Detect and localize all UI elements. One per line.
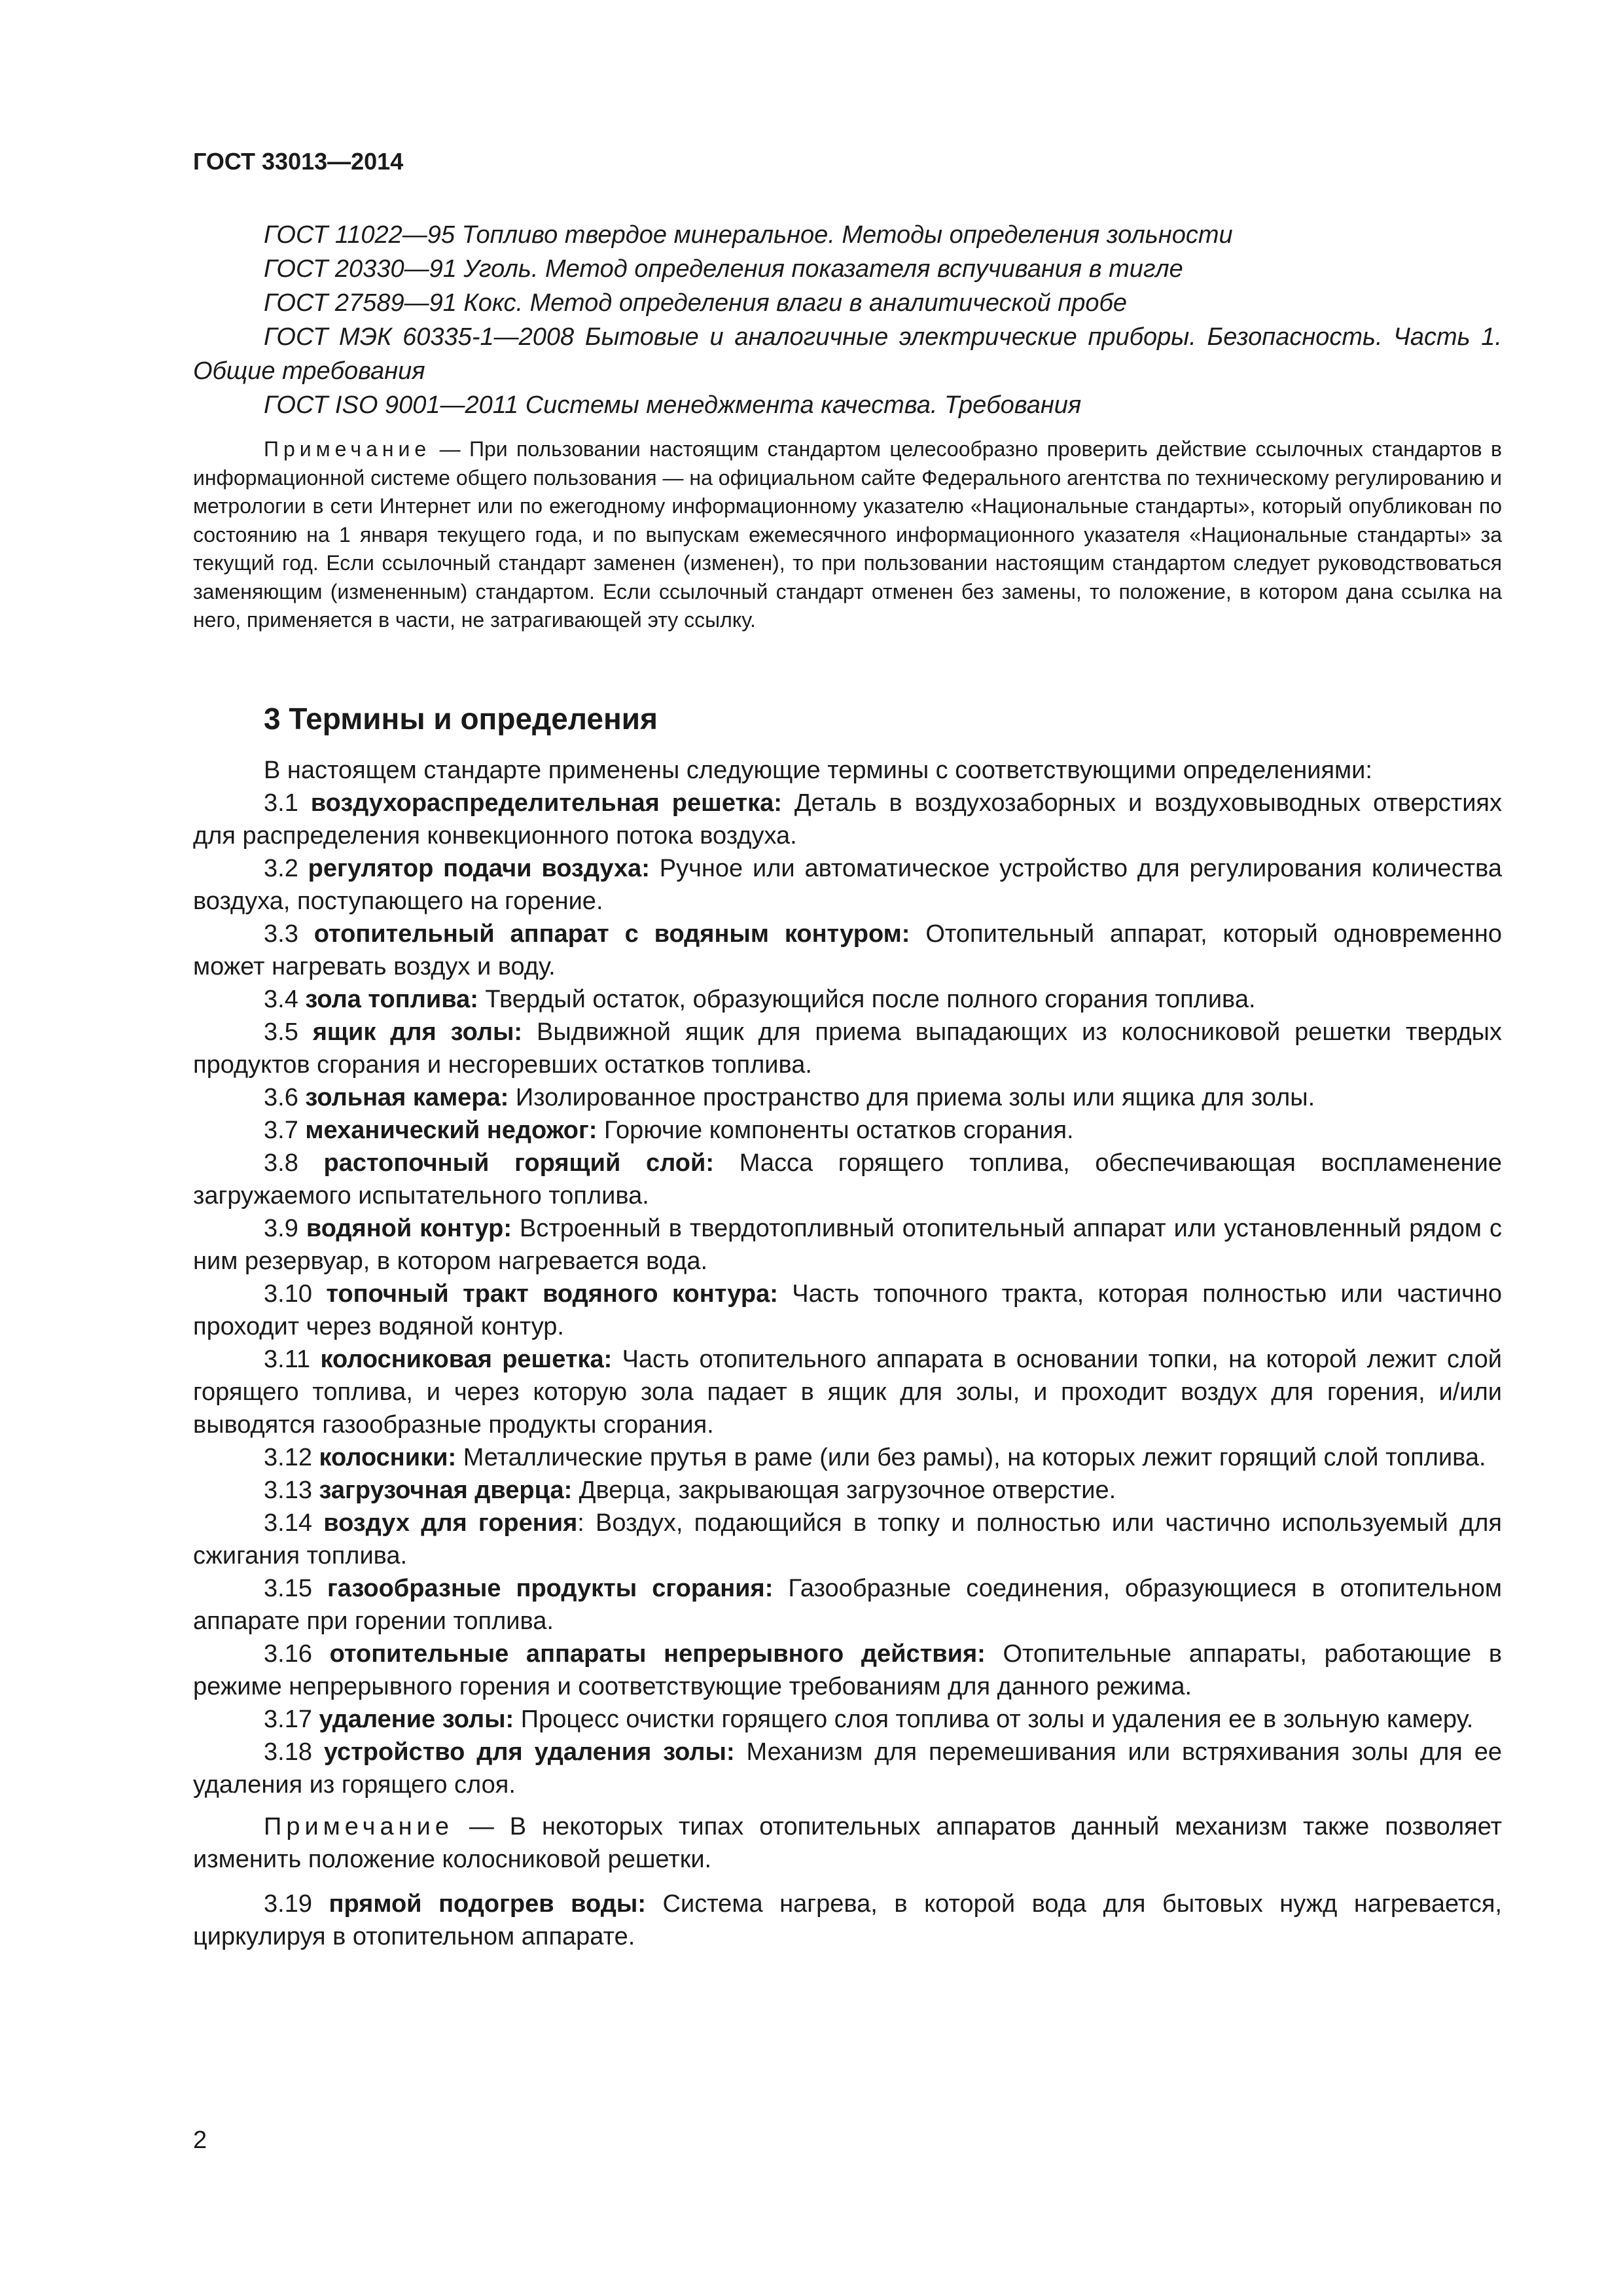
term-definition: Изолированное пространство для приема золы или ящика для золы. (508, 1083, 1315, 1111)
term-definition: Выдвижной ящик для приема выпадающих из колосниковой решетки твердых продуктов сгорания и несгоревших остатков топлива. (193, 1018, 1502, 1079)
term-name: зола топлива: (305, 985, 478, 1013)
term-number: 3.7 (264, 1116, 306, 1144)
references-note (193, 435, 1502, 635)
term-definition: Отопительный аппарат, который одновременно может нагревать воздух и воду. (193, 920, 1502, 980)
term-entry (193, 1703, 1502, 1736)
term-definition: Встроенный в твердотопливный отопительный аппарат или установленный рядом с ним резервуар, в котором нагревается вода. (193, 1214, 1503, 1275)
term-name: загрузочная дверца: (319, 1476, 573, 1504)
term-definition: Твердый остаток, образующийся после полного сгорания топлива. (478, 985, 1256, 1013)
term-definition: Часть отопительного аппарата в основании топки, на которой лежит слой горящего топлива, и через которую зола падает в ящик для золы, и проходит воздух для горения, и/или выводятся газообразные продукты сгорания. (193, 1345, 1502, 1439)
term-entry (193, 1343, 1502, 1441)
page-number: 2 (193, 2126, 207, 2154)
document-page (193, 147, 1502, 1953)
term-number: 3.8 (264, 1149, 324, 1177)
term-entry (193, 1016, 1502, 1081)
reference-item: ГОСТ ISO 9001—2011 Системы менеджмента качества. Требования (264, 391, 1082, 419)
term-name: газообразные продукты сгорания: (327, 1574, 774, 1602)
normative-references-list (193, 218, 1502, 422)
reference-item: ГОСТ 20330—91 Уголь. Метод определения показателя вспучивания в тигле (264, 255, 1183, 283)
term-name: удаление золы: (319, 1705, 514, 1733)
term-definition: Деталь в воздухозаборных и воздуховыводных отверстиях для распределения конвекционного потока воздуха. (193, 789, 1503, 850)
term-definition: Горючие компоненты остатков сгорания. (597, 1116, 1074, 1144)
term-number: 3.9 (264, 1214, 306, 1242)
term-number: 3.3 (264, 920, 314, 948)
document-id-header: ГОСТ 33013—2014 (193, 148, 404, 175)
term-entry (193, 852, 1502, 918)
term-name: регулятор подачи воздуха: (308, 854, 650, 882)
term-number: 3.14 (264, 1509, 324, 1537)
term-number: 3.19 (264, 1890, 329, 1918)
section-intro: В настоящем стандарте применены следующие термины с соответствующими определениями: (264, 756, 1372, 784)
term-number: 3.5 (264, 1018, 313, 1046)
term-number: 3.12 (264, 1443, 319, 1471)
term-number: 3.2 (264, 854, 308, 882)
term-definition: Металлические прутья в раме (или без рамы), на которых лежит горящий слой топлива. (456, 1443, 1486, 1471)
term-name: отопительный аппарат с водяным контуром: (313, 920, 910, 948)
term-name: воздухораспределительная решетка: (310, 789, 782, 817)
term-name: механический недожог: (305, 1116, 597, 1144)
term-name: ящик для золы: (312, 1018, 523, 1046)
term-definition: Ручное или автоматическое устройство для регулирования количества воздуха, поступающего на горение. (193, 854, 1502, 915)
term-name: колосниковая решетка: (320, 1345, 613, 1373)
term-entry (193, 1081, 1502, 1114)
term-definition: Отопительные аппараты, работающие в режиме непрерывного горения и соответствующие требованиям для данного режима. (193, 1640, 1503, 1700)
term-number: 3.4 (264, 985, 306, 1013)
section-title: 3 Термины и определения (264, 701, 658, 736)
term-definition: Газообразные соединения, образующиеся в отопительном аппарате при горении топлива. (193, 1574, 1502, 1635)
term-definition: Система нагрева, в которой вода для бытовых нужд нагревается, циркулируя в отопительном аппарате. (193, 1890, 1502, 1950)
note-label: Примечание (264, 437, 431, 461)
term-entry (193, 918, 1502, 983)
note-text: — При пользовании настоящим стандартом целесообразно проверить действие ссылочных стандартов в информационной системе общего пользования — на официальном сайте Федерального агентства по техническому регулированию и метрологии в сети Интернет или по ежегодному информационному указателю «Национальные стандарты», который опубликован по состоянию на 1 января текущего года, и по выпускам ежемесячного информационного указателя «Национальные стандарты» за текущий год. Если ссылочный стандарт заменен (изменен), то при пользовании настоящим стандартом следует руководствоваться заменяющим (измененным) стандартом. Если ссылочный стандарт отменен без замены, то положение, в котором дана ссылка на него, применяется в части, не затрагивающей эту ссылку. (193, 437, 1502, 632)
term-entry (193, 1441, 1502, 1474)
term-number: 3.11 (264, 1345, 321, 1373)
note-text: — В некоторых типах отопительных аппаратов данный механизм также позволяет изменить положение колосниковой решетки. (193, 1812, 1502, 1873)
term-number: 3.18 (264, 1738, 324, 1766)
term-entry (193, 1278, 1502, 1343)
term-number: 3.1 (264, 789, 311, 817)
term-number: 3.13 (264, 1476, 319, 1504)
term-name: прямой подогрев воды: (329, 1890, 646, 1918)
term-name: отопительные аппараты непрерывного действия: (329, 1640, 986, 1668)
term-name: водяной контур: (306, 1214, 512, 1242)
term-entry (193, 787, 1502, 852)
term-number: 3.17 (264, 1705, 319, 1733)
term-entry (193, 1888, 1502, 1953)
term-number: 3.15 (264, 1574, 327, 1602)
term-entry (193, 1474, 1502, 1507)
term-definition: Часть топочного тракта, которая полностью или частично проходит через водяной контур. (193, 1280, 1502, 1340)
term-definition: Масса горящего топлива, обеспечивающая воспламенение загружаемого испытательного топлива. (193, 1149, 1503, 1210)
term-name: топочный тракт водяного контура: (326, 1280, 778, 1308)
term-name: колосники: (319, 1443, 457, 1471)
term-entry (193, 1147, 1502, 1212)
term-entry (193, 1572, 1502, 1638)
term-entry (193, 1212, 1502, 1278)
term-name: зольная камера: (305, 1083, 509, 1111)
term-number: 3.10 (264, 1280, 327, 1308)
term-name: воздух для горения (323, 1509, 578, 1537)
term-definition: : Воздух, подающийся в топку и полностью или частично используемый для сжигания топлива. (193, 1509, 1502, 1570)
term-definition: Процесс очистки горящего слоя топлива от золы и удаления ее в зольную камеру. (514, 1705, 1474, 1733)
term-number: 3.6 (264, 1083, 306, 1111)
term-entry (193, 1114, 1502, 1147)
terms-and-definitions (193, 754, 1502, 1953)
term-name: растопочный горящий слой: (323, 1149, 715, 1177)
term-definition: Дверца, закрывающая загрузочное отверстие. (572, 1476, 1116, 1504)
note-label: Примечание (264, 1812, 454, 1840)
term-number: 3.16 (264, 1640, 330, 1668)
term-entry (193, 1736, 1502, 1801)
reference-item: ГОСТ 27589—91 Кокс. Метод определения влаги в аналитической пробе (264, 289, 1127, 317)
term-entry (193, 1638, 1502, 1703)
reference-item: ГОСТ МЭК 60335-1—2008 Бытовые и аналогичные электрические приборы. Безопасность. Часть 1. Общие требования (193, 323, 1502, 385)
term-definition: Механизм для перемешивания или встряхивания золы для ее удаления из горящего слоя. (193, 1738, 1502, 1799)
reference-item: ГОСТ 11022—95 Топливо твердое минеральное. Методы определения зольности (264, 221, 1233, 249)
term-note (193, 1810, 1502, 1876)
term-name: устройство для удаления золы: (323, 1738, 735, 1766)
term-entry (193, 1507, 1502, 1572)
term-entry (193, 983, 1502, 1016)
